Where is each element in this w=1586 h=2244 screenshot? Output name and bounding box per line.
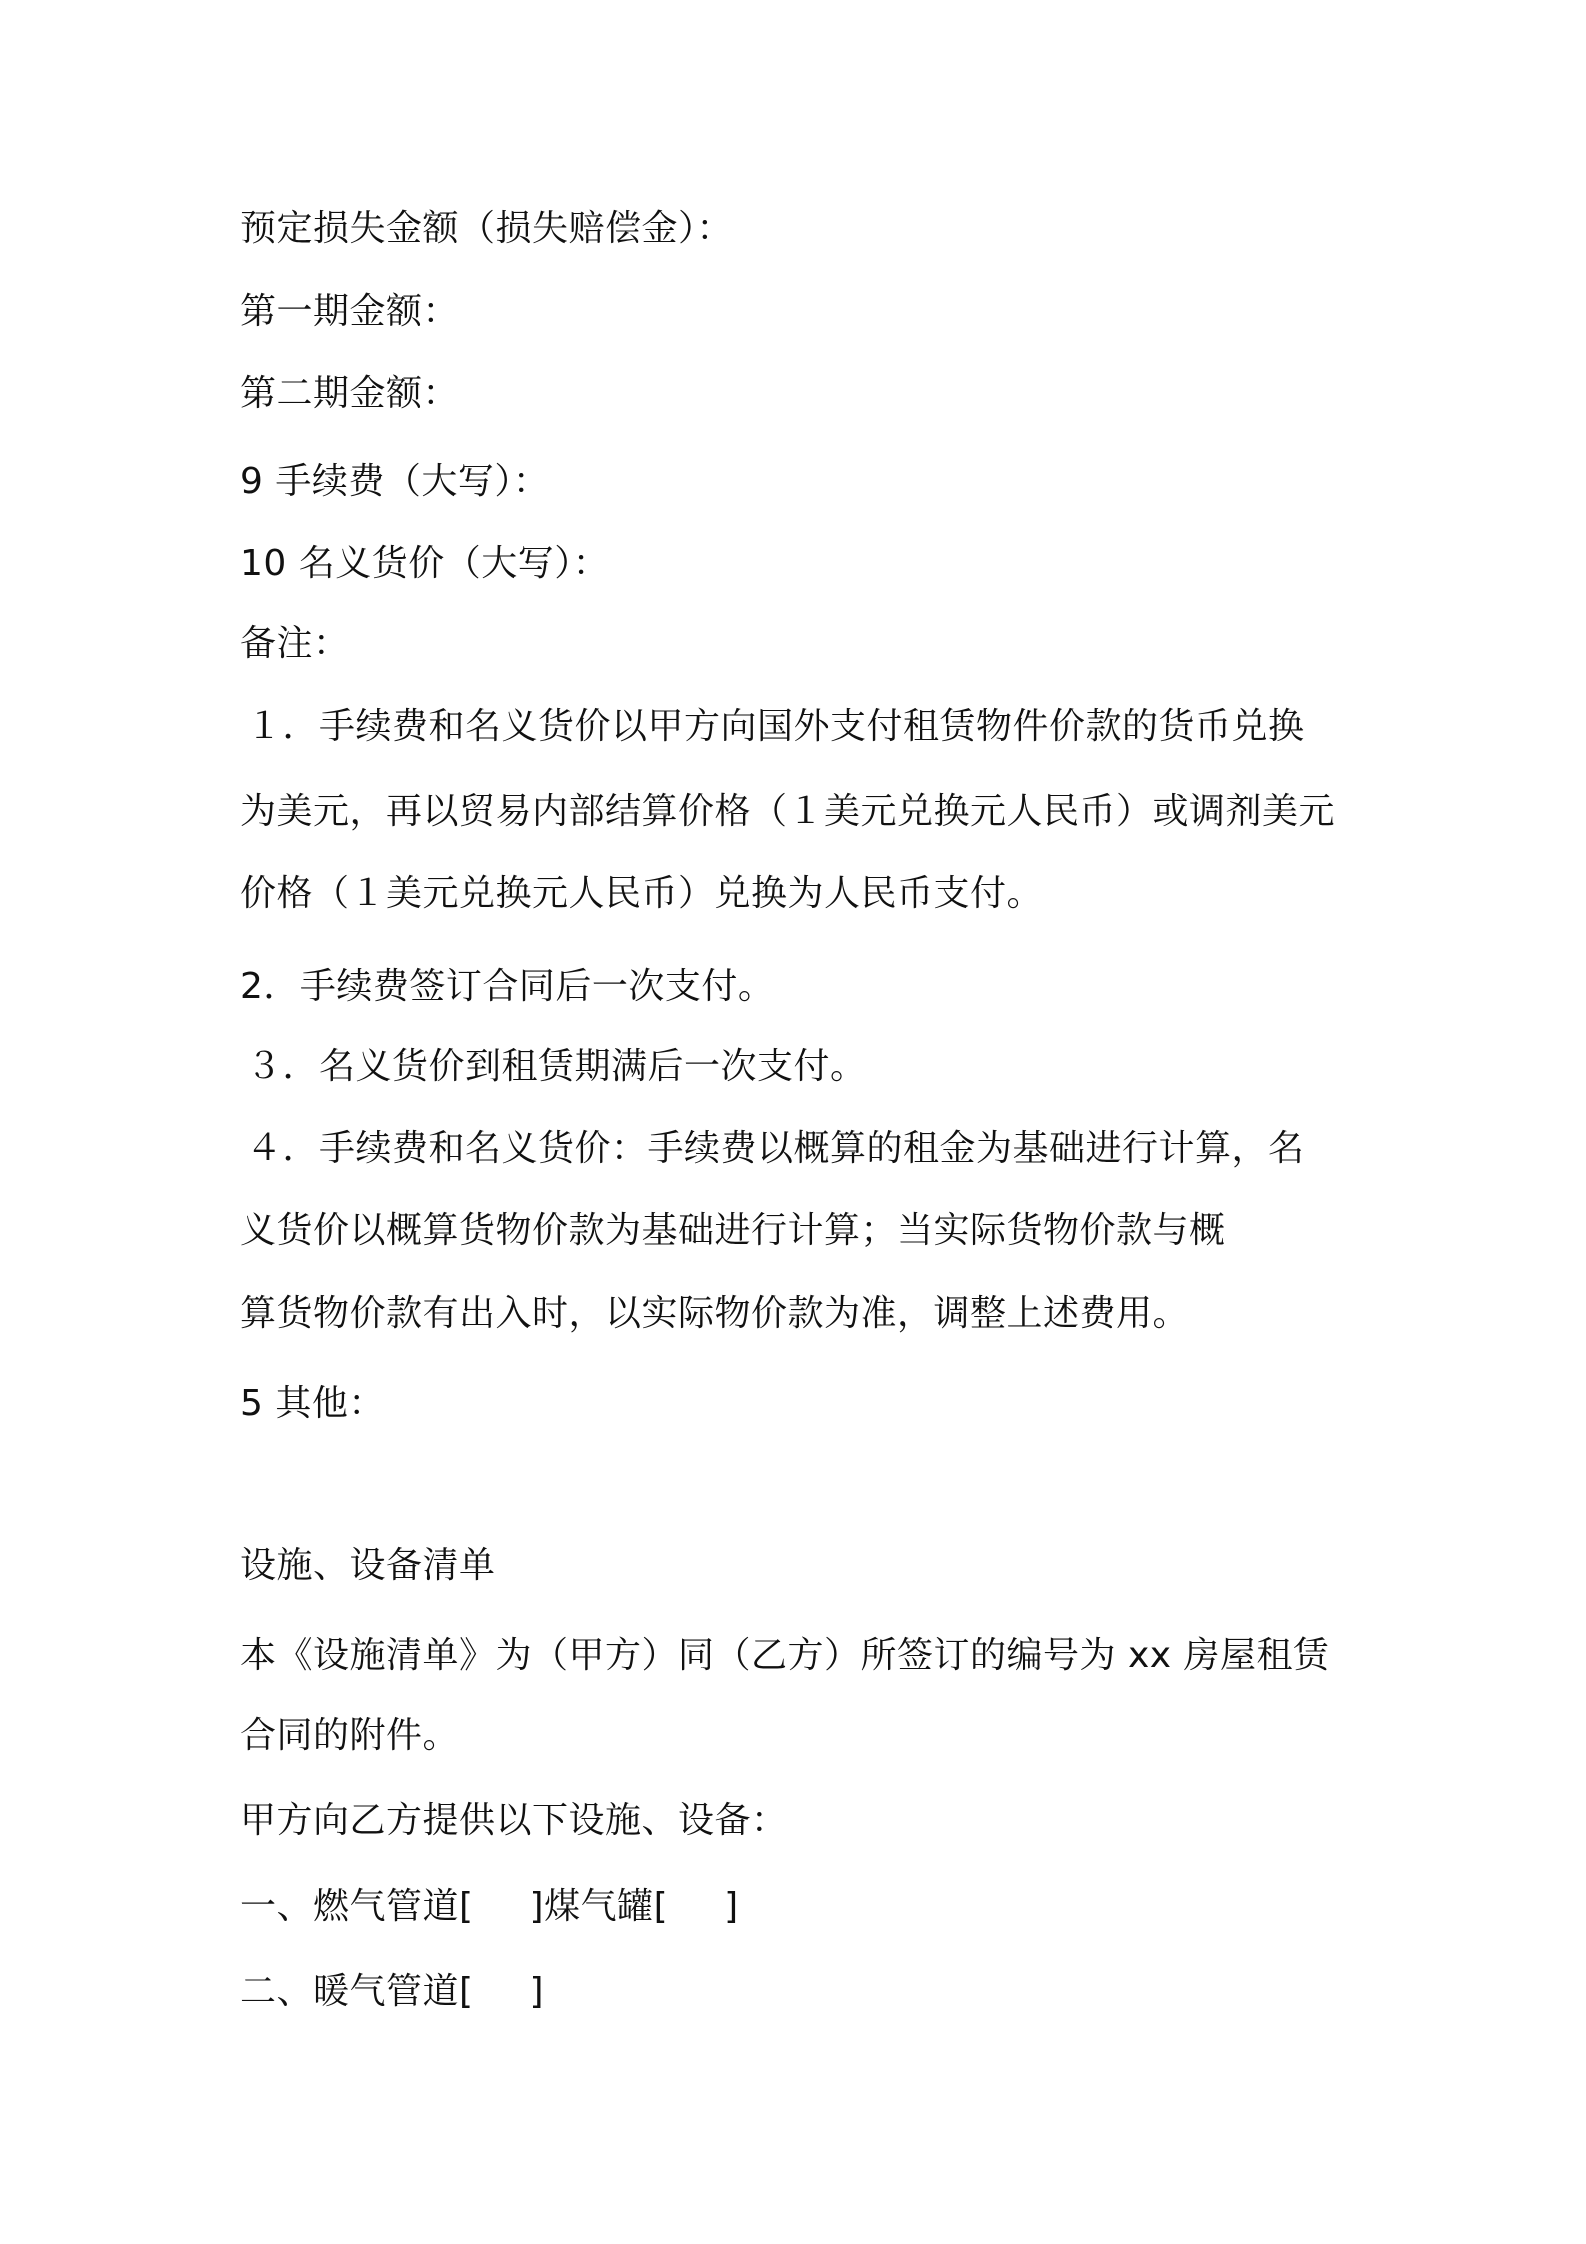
- gas-tank-label: 煤气罐[: [544, 1886, 669, 1927]
- remark-4-line-3: 算货物价款有出入时，以实际物价款为准，调整上述费用。: [240, 1293, 1190, 1334]
- facilities-intro-line-2: 合同的附件。: [240, 1715, 460, 1756]
- remark-1-line-3: 价格（１美元兑换元人民币）兑换为人民币支付。: [240, 873, 1044, 914]
- checklist-item-heating: [240, 1968, 544, 2016]
- gas-pipe-close: ]: [529, 1886, 545, 1927]
- remark-1-line-1: １．手续费和名义货价以甲方向国外支付租赁物件价款的货币兑换: [246, 706, 1305, 747]
- heading-liquidated-damages: 预定损失金额（损失赔偿金）：: [240, 208, 734, 249]
- remark-1-line-2: 为美元，再以贸易内部结算价格（１美元兑换元人民币）或调剂美元: [240, 791, 1336, 832]
- gas-tank-close: ]: [724, 1886, 739, 1927]
- facilities-intro-line-1: 本《设施清单》为（甲方）同（乙方）所签订的编号为 xx 房屋租赁: [240, 1635, 1330, 1676]
- remark-3: ３．名义货价到租赁期满后一次支付。: [246, 1046, 867, 1087]
- gas-pipe-label: 一、燃气管道[: [240, 1886, 474, 1927]
- remarks-heading: 备注：: [240, 623, 350, 664]
- facilities-provided-heading: 甲方向乙方提供以下设施、设备：: [240, 1800, 788, 1841]
- second-installment-amount: 第二期金额：: [240, 373, 460, 414]
- facilities-list-title: 设施、设备清单: [240, 1545, 496, 1586]
- nominal-price-uppercase: 10 名义货价（大写）：: [240, 543, 610, 584]
- heating-pipe-label: 二、暖气管道[: [240, 1971, 474, 2012]
- remark-4-line-2: 义货价以概算货物价款为基础进行计算；当实际货物价款与概: [240, 1210, 1226, 1251]
- handling-fee-uppercase: 9 手续费（大写）：: [240, 461, 550, 502]
- heating-pipe-close: ]: [529, 1971, 545, 2012]
- checklist-item-gas: [240, 1883, 739, 1931]
- first-installment-amount: 第一期金额：: [240, 291, 460, 332]
- remark-4-line-1: ４．手续费和名义货价：手续费以概算的租金为基础进行计算，名: [246, 1128, 1305, 1169]
- remark-2: 2．手续费签订合同后一次支付。: [240, 966, 775, 1007]
- other-item: 5 其他：: [240, 1383, 385, 1424]
